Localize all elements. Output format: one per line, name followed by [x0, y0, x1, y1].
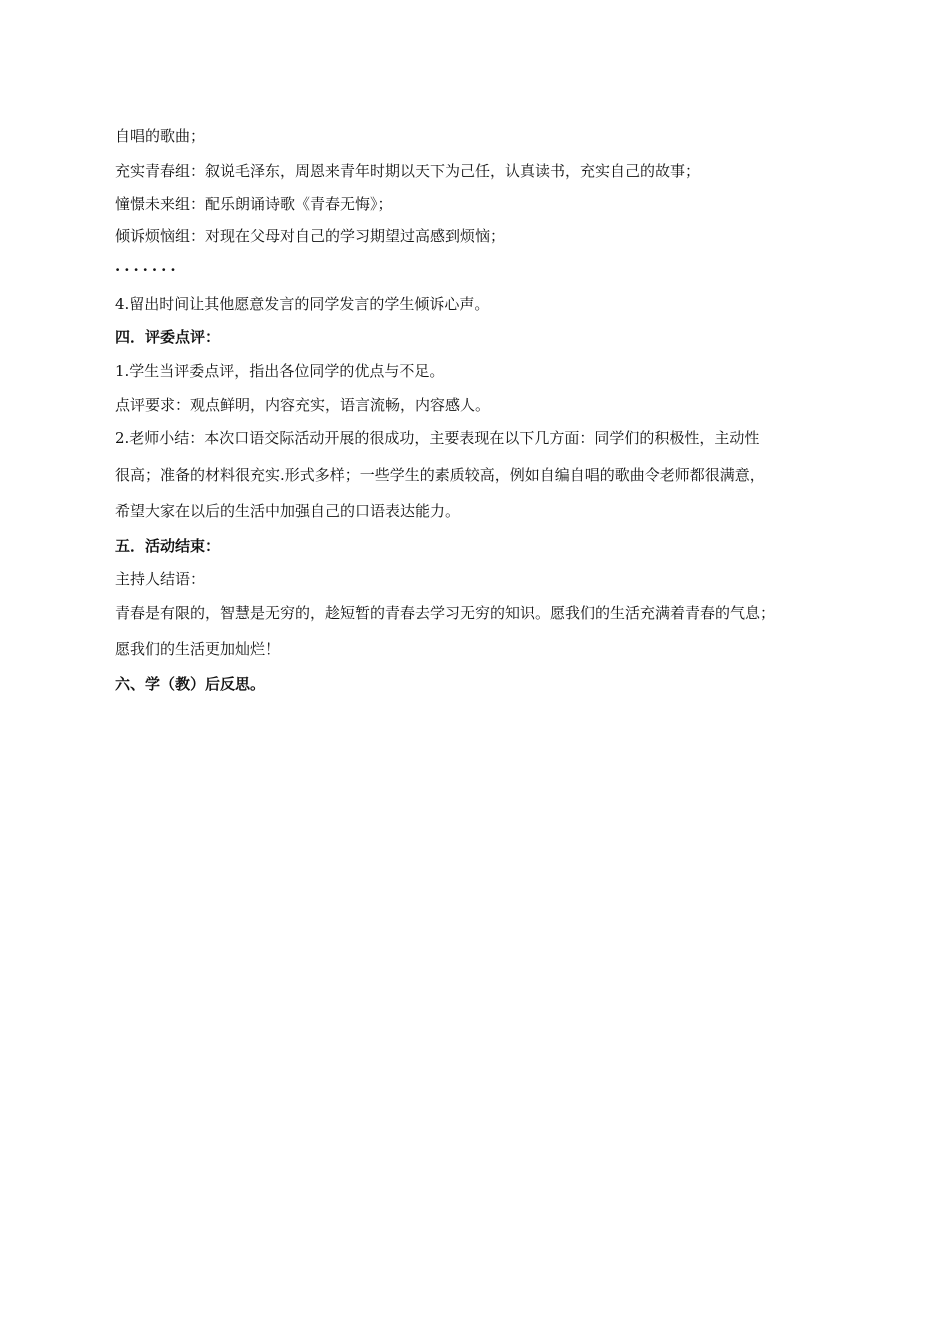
- paragraph-line: 希望大家在以后的生活中加强自己的口语表达能力。: [115, 502, 461, 520]
- paragraph-line: 2.老师小结：本次口语交际活动开展的很成功，主要表现在以下几方面：同学们的积极性，主动性: [115, 429, 760, 447]
- paragraph-line: 很高；准备的材料很充实.形式多样；一些学生的素质较高，例如自编自唱的歌曲令老师都很满意，: [115, 466, 765, 484]
- section-heading-reflection: 六、学（教）后反思。: [115, 675, 266, 693]
- paragraph-line: 愿我们的生活更加灿烂！: [115, 640, 281, 658]
- paragraph-line: 4.留出时间让其他愿意发言的同学发言的学生倾诉心声。: [115, 295, 490, 313]
- paragraph-line: 倾诉烦恼组：对现在父母对自己的学习期望过高感到烦恼；: [115, 227, 506, 245]
- paragraph-line: 1.学生当评委点评，指出各位同学的优点与不足。: [115, 362, 445, 380]
- paragraph-line: 充实青春组：叙说毛泽东，周恩来青年时期以天下为己任，认真读书，充实自己的故事；: [115, 162, 701, 180]
- ellipsis-line: ·······: [115, 261, 180, 279]
- paragraph-line: 自唱的歌曲；: [115, 127, 206, 145]
- paragraph-line: 主持人结语：: [115, 570, 206, 588]
- paragraph-line: 憧憬未来组：配乐朗诵诗歌《青春无悔》；: [115, 195, 393, 213]
- paragraph-line: 点评要求：观点鲜明，内容充实，语言流畅，内容感人。: [115, 396, 491, 414]
- section-heading-end: 五．活动结束：: [115, 537, 221, 555]
- section-heading-review: 四．评委点评：: [115, 328, 221, 346]
- paragraph-line: 青春是有限的，智慧是无穷的，趁短暂的青春去学习无穷的知识。愿我们的生活充满着青春的气息；: [115, 604, 776, 622]
